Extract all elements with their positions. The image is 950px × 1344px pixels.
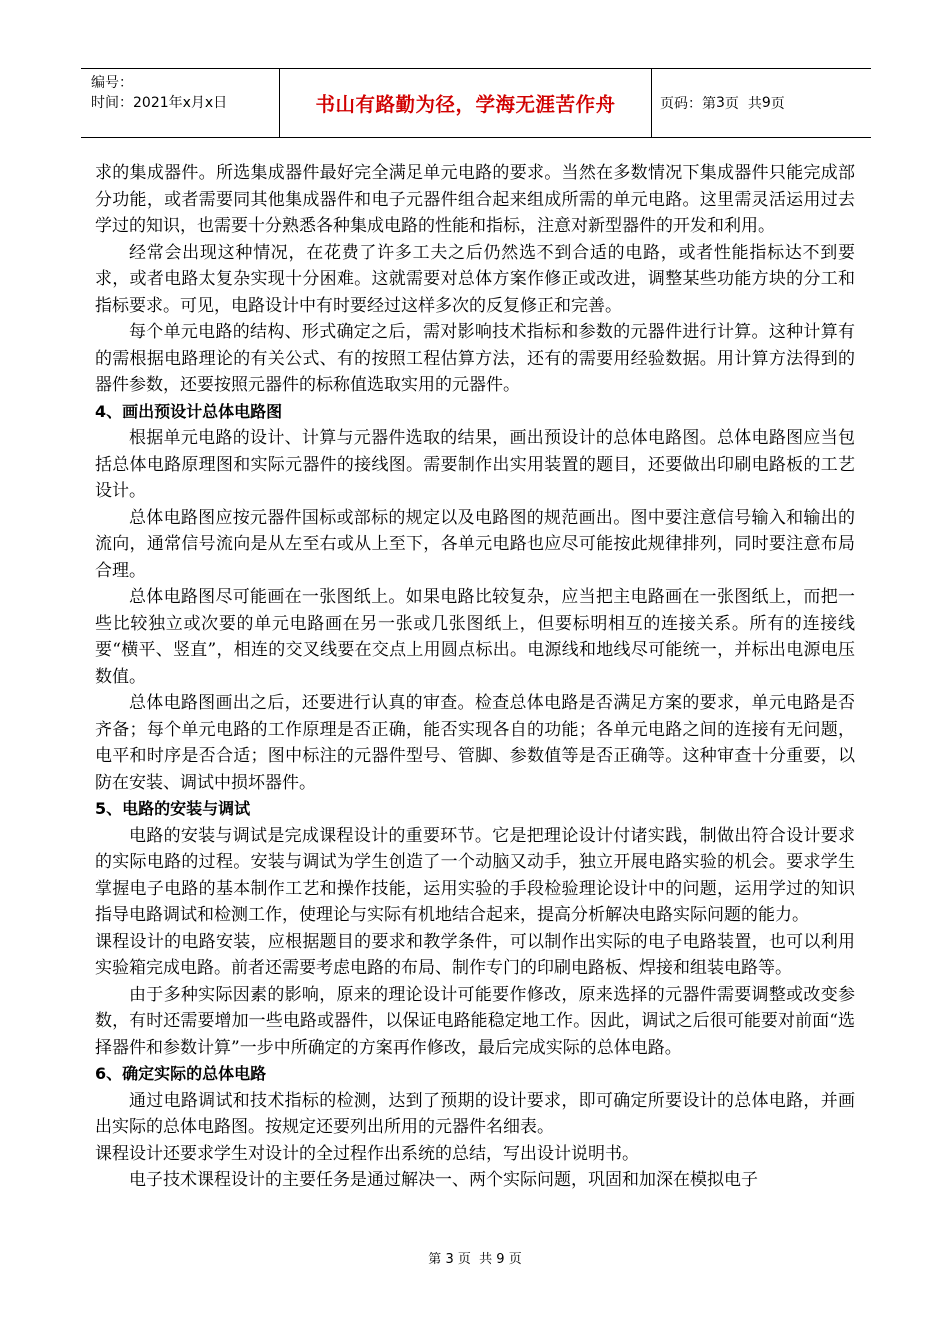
header-info-cell — [81, 69, 280, 137]
section-heading: 4、画出预设计总体电路图 — [95, 401, 283, 421]
body-paragraph: 通过电路调试和技术指标的检测，达到了预期的设计要求，即可确定所要设计的总体电路，并画出实际的总体电路图。按规定还要列出所用的元器件名细表。 — [95, 1090, 855, 1137]
body-paragraph: 每个单元电路的结构、形式确定之后，需对影响技术指标和参数的元器件进行计算。这种计算有的需根据电路理论的有关公式、有的按照工程估算方法，还有的需要用经验数据。用计算方法得到的器件参数，还要按照元器件的标称值选取实用的元器件。 — [95, 322, 855, 395]
header-page-cell — [652, 69, 871, 137]
page-label: 页码：第 — [660, 96, 716, 112]
body-paragraph: 总体电路图画出之后，还要进行认真的审查。检查总体电路是否满足方案的要求，单元电路是否齐备；每个单元电路的工作原理是否正确，能否实现各自的功能；各单元电路之间的连接有无问题，电平和时序是否合适；图中标注的元器件型号、管脚、参数值等是否正确等。这种审查十分重要，以防在安装、调试中损坏器件。 — [95, 693, 855, 793]
body-paragraph: 电子技术课程设计的主要任务是通过解决一、两个实际问题，巩固和加深在模拟电子 — [129, 1170, 758, 1190]
page-mid-label: 页 共 — [724, 96, 762, 112]
header-motto-cell — [280, 69, 652, 137]
section-heading: 6、确定实际的总体电路 — [95, 1064, 267, 1083]
body-paragraph: 经常会出现这种情况，在花费了许多工夫之后仍然选不到合适的电路，或者性能指标达不到要求，或者电路太复杂实现十分困难。这就需要对总体方案作修正或改进，调整某些功能方块的分工和指标要求。可见，电路设计中有时要经过这样多次的反复修正和完善。 — [95, 242, 855, 316]
body-paragraph: 课程设计还要求学生对设计的全过程作出系统的总结，写出设计说明书。 — [95, 1143, 639, 1164]
section-heading: 5、电路的安装与调试 — [95, 799, 251, 818]
footer-mid: 页 共 — [457, 1252, 493, 1267]
body-paragraph: 课程设计的电路安装，应根据题目的要求和教学条件，可以制作出实际的电子电路装置，也可以利用实验箱完成电路。前者还需要考虑电路的布局、制作专门的印刷电路板、焊接和组装电路等。 — [95, 931, 855, 978]
header-motto: 书山有路勤为径，学海无涯苦作舟 — [315, 93, 616, 116]
body-paragraph: 根据单元电路的设计、计算与元器件选取的结果，画出预设计的总体电路图。总体电路图应当包括总体电路原理图和实际元器件的接线图。需要制作出实用装置的题目，还要做出印刷电路板的工艺设计。 — [95, 428, 855, 501]
body-paragraph: 总体电路图应按元器件国标或部标的规定以及电路图的规范画出。图中要注意信号输入和输出的流向，通常信号流向是从左至右或从上至下，各单元电路也应尽可能按此规律排列，同时要注意布局合理。 — [95, 507, 855, 581]
footer-prefix: 第 — [428, 1252, 442, 1267]
document-number-label: 编号： — [91, 75, 133, 91]
footer-current-page: 3 — [445, 1252, 454, 1267]
page-footer — [0, 1248, 950, 1267]
page-header — [81, 68, 871, 138]
document-date: 时间：2021年x月x日 — [91, 95, 228, 111]
document-body — [95, 160, 855, 1194]
body-paragraph: 总体电路图尽可能画在一张图纸上。如果电路比较复杂，应当把主电路画在一张图纸上，而把一些比较独立或次要的单元电路画在另一张或几张图纸上，但要标明相互的连接关系。所有的连接线要“横平、竖直”，相连的交叉线要在交点上用圆点标出。电源线和地线尽可能统一，并标出电源电压数值。 — [95, 587, 855, 687]
body-paragraph: 求的集成器件。所选集成器件最好完全满足单元电路的要求。当然在多数情况下集成器件只能完成部分功能，或者需要同其他集成器件和电子元器件组合起来组成所需的单元电路。这里需灵活运用过去学过的知识，也需要十分熟悉各种集成电路的性能和指标，注意对新型器件的开发和利用。 — [95, 163, 855, 236]
page-total: 9 — [761, 95, 771, 111]
footer-total-pages: 9 — [496, 1252, 505, 1267]
footer-suffix: 页 — [508, 1252, 522, 1267]
page-end-label: 页 — [770, 96, 785, 112]
page-current: 3 — [716, 95, 725, 111]
body-paragraph: 电路的安装与调试是完成课程设计的重要环节。它是把理论设计付诸实践，制做出符合设计要求的实际电路的过程。安装与调试为学生创造了一个动脑又动手，独立开展电路实验的机会。要求学生掌握电子电路的基本制作工艺和操作技能，运用实验的手段检验理论设计中的问题，运用学过的知识指导电路调试和检测工作，使理论与实际有机地结合起来，提高分析解决电路实际问题的能力。 — [95, 825, 855, 925]
body-paragraph: 由于多种实际因素的影响，原来的理论设计可能要作修改，原来选择的元器件需要调整或改变参数，有时还需要增加一些电路或器件，以保证电路能稳定地工作。因此，调试之后很可能要对前面“选择器件和参数计算”一步中所确定的方案再作修改，最后完成实际的总体电路。 — [95, 984, 855, 1058]
